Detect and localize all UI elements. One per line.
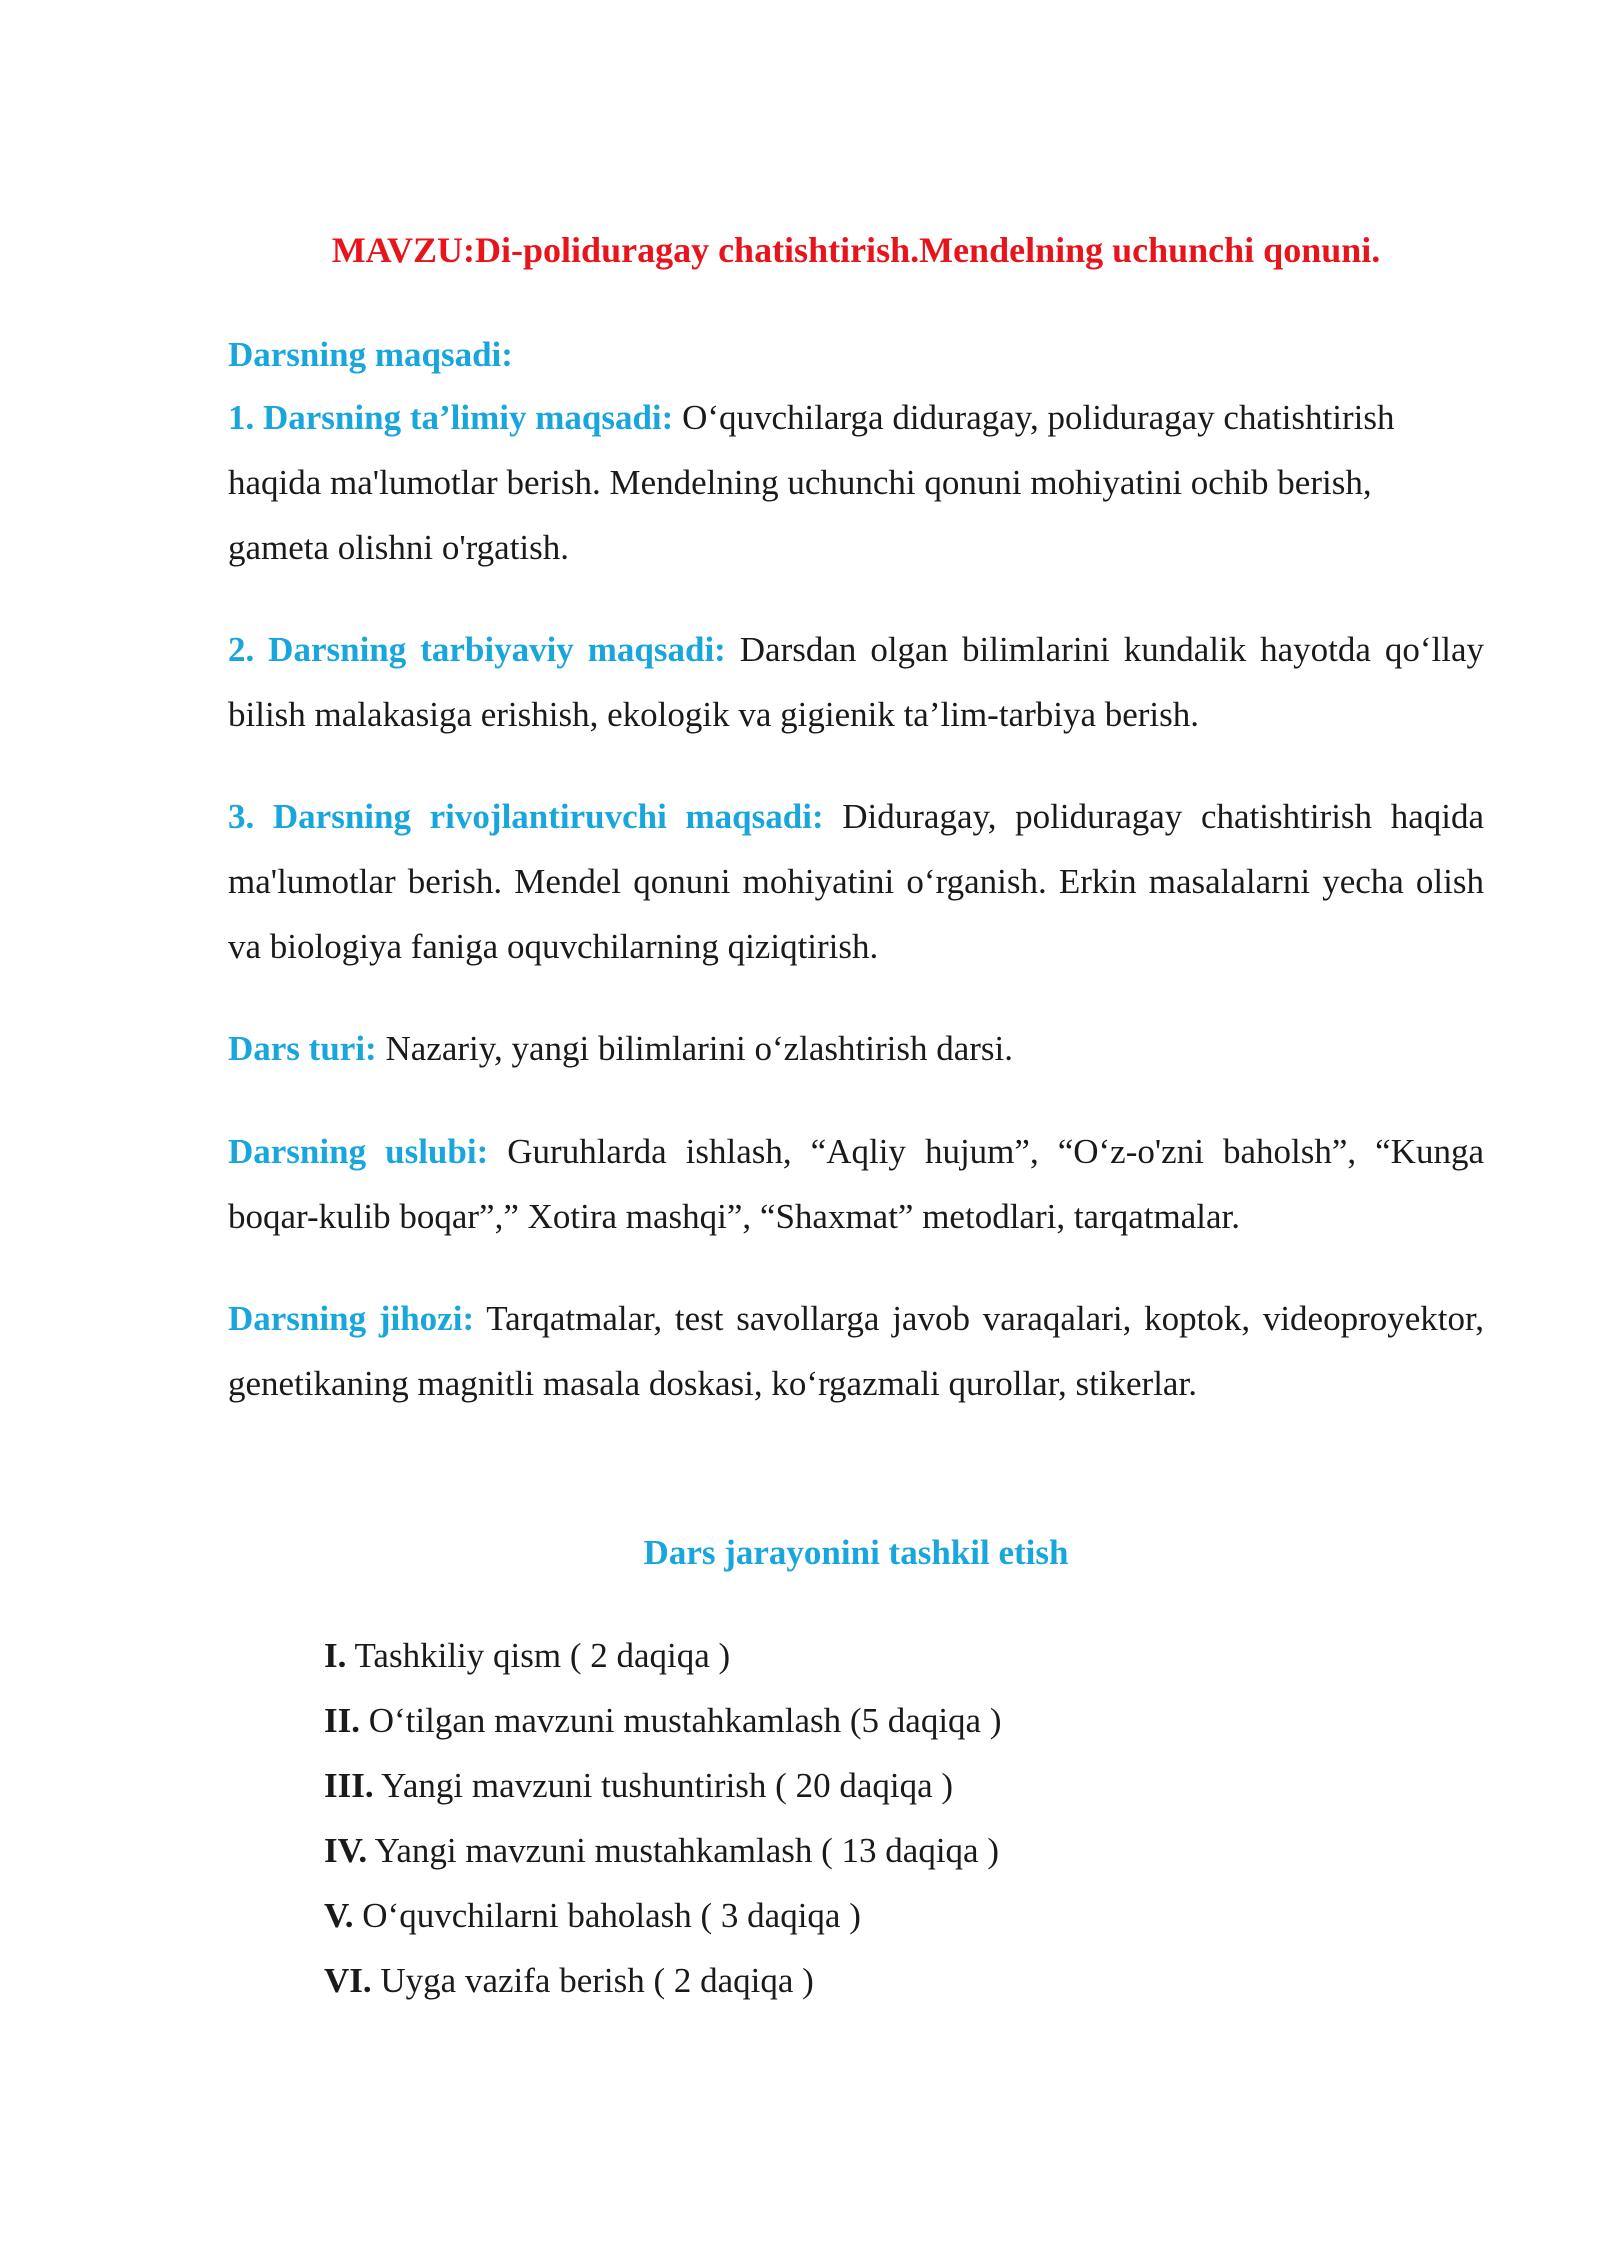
goals-heading — [228, 322, 1484, 387]
plan-item-number: VI. — [324, 1961, 372, 2000]
list-item — [324, 1883, 1002, 1948]
plan-item-text: Tashkiliy qism ( 2 daqiqa ) — [354, 1636, 731, 1675]
list-item — [324, 1623, 1002, 1688]
lesson-type — [228, 1016, 1484, 1081]
goal-upbringing-label: 2. Darsning tarbiyaviy maqsadi: — [228, 630, 726, 669]
plan-item-number: I. — [324, 1636, 347, 1675]
plan-item-text: Uyga vazifa berish ( 2 daqiqa ) — [380, 1961, 814, 2000]
lesson-equipment-text: Tarqatmalar, test savollarga javob varaqalari, koptok, videoproyektor, genetikaning magnitli masala doskasi, ko‘rgazmali qurollar, stikerlar. — [228, 1299, 1484, 1403]
lesson-method-label: Darsning uslubi: — [228, 1132, 489, 1171]
plan-item-text: Yangi mavzuni mustahkamlash ( 13 daqiqa ) — [374, 1831, 999, 1870]
lesson-plan-list — [324, 1623, 1002, 2013]
goal-educational-text: O‘quvchilarga diduragay, poliduragay chatishtirish haqida ma'lumotlar berish. Mendelning uchunchi qonuni mohiyatini ochib berish, gameta olishni o'rgatish. — [228, 398, 1395, 567]
plan-item-text: O‘tilgan mavzuni mustahkamlash (5 daqiqa ) — [368, 1701, 1002, 1740]
list-item — [324, 1948, 1002, 2013]
goal-developmental — [228, 784, 1484, 979]
goal-educational-label: 1. Darsning ta’limiy maqsadi: — [228, 398, 674, 437]
lesson-method-text: Guruhlarda ishlash, “Aqliy hujum”, “O‘z-o'zni baholsh”, “Kunga boqar-kulib boqar”,” Xotira mashqi”, “Shaxmat” metodlari, tarqatmalar. — [228, 1132, 1484, 1236]
goal-developmental-label: 3. Darsning rivojlantiruvchi maqsadi: — [228, 797, 824, 836]
list-item — [324, 1688, 1002, 1753]
plan-item-number: IV. — [324, 1831, 368, 1870]
plan-item-number: II. — [324, 1701, 360, 1740]
plan-item-number: III. — [324, 1766, 374, 1805]
page-title: MAVZU:Di-poliduragay chatishtirish.Mendelning uchunchi qonuni. — [331, 230, 1381, 270]
lesson-method — [228, 1119, 1484, 1249]
list-item — [324, 1753, 1002, 1818]
process-heading: Dars jarayonini tashkil etish — [643, 1533, 1069, 1572]
goals-heading-label: Darsning maqsadi: — [228, 335, 513, 374]
list-item — [324, 1818, 1002, 1883]
goal-upbringing-text: Darsdan olgan bilimlarini kundalik hayotda qo‘llay bilish malakasiga erishish, ekologik va gigienik ta’lim-tarbiya berish. — [228, 630, 1484, 734]
plan-item-number: V. — [324, 1896, 354, 1935]
plan-item-text: O‘quvchilarni baholash ( 3 daqiqa ) — [362, 1896, 861, 1935]
goal-upbringing — [228, 617, 1484, 747]
goal-educational — [228, 385, 1468, 580]
lesson-type-text: Nazariy, yangi bilimlarini o‘zlashtirish darsi. — [385, 1029, 1014, 1068]
lesson-type-label: Dars turi: — [228, 1029, 377, 1068]
goal-developmental-text: Diduragay, poliduragay chatishtirish haqida ma'lumotlar berish. Mendel qonuni mohiyatini o‘rganish. Erkin masalalarni yecha olish va biologiya faniga oquvchilarning qiziqtirish. — [228, 797, 1484, 966]
lesson-equipment-label: Darsning jihozi: — [228, 1299, 475, 1338]
lesson-equipment — [228, 1286, 1484, 1416]
plan-item-text: Yangi mavzuni tushuntirish ( 20 daqiqa ) — [381, 1766, 954, 1805]
